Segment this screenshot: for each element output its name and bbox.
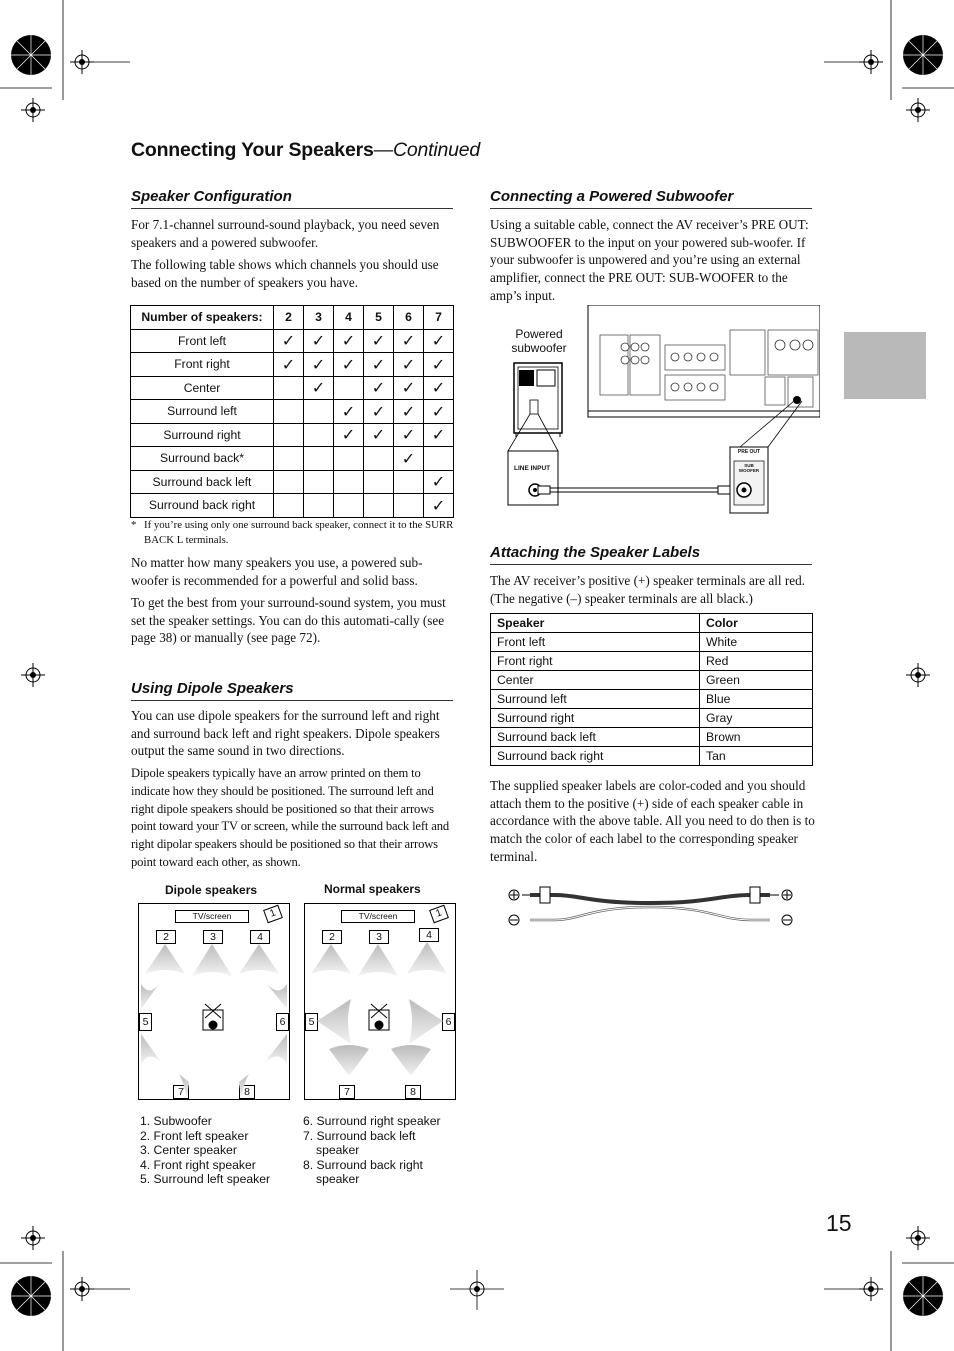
check-cell — [334, 376, 364, 400]
legend-item: 5. Surround left speaker — [140, 1172, 271, 1186]
normal-diagram — [304, 903, 456, 1100]
legend-item: 8. Surround back right — [303, 1157, 423, 1172]
table-header-row — [131, 306, 454, 330]
speaker-number: 2 — [156, 930, 176, 944]
row-label: Surround left — [131, 400, 274, 424]
speaker-config-heading: Speaker Configuration — [131, 188, 453, 209]
table-header-cell: 3 — [304, 306, 334, 330]
subwoofer-diagram — [490, 305, 820, 520]
check-cell: ✓ — [424, 470, 454, 494]
speaker-number: 3 — [203, 930, 223, 944]
table-row — [131, 353, 454, 377]
row-label: Surround back* — [131, 447, 274, 471]
table-row — [491, 747, 813, 766]
row-label: Front right — [131, 353, 274, 377]
speaker-number: 3 — [369, 930, 389, 944]
speaker-cell: Center — [491, 671, 700, 690]
speaker-cell: Surround back left — [491, 728, 700, 747]
check-cell — [394, 470, 424, 494]
check-cell: ✓ — [394, 423, 424, 447]
check-cell: ✓ — [424, 423, 454, 447]
dipole-p2: Dipole speakers typically have an arrow printed on them to indicate how they should be positioned. The surround left and right dipole speakers should be positioned so that their arrows point toward your TV or screen, while the surround back left and right dipolar speakers should be positioned so that their arrows point toward each other, as shown. — [131, 766, 449, 869]
speaker-cell: Front right — [491, 652, 700, 671]
table-header-cell: Color — [700, 614, 813, 633]
dipole-p1: You can use dipole speakers for the surround left and right and surround back left and right speakers. Dipole speakers output the same sound in two directions. — [131, 708, 440, 759]
table-row — [131, 329, 454, 353]
table-row — [491, 709, 813, 728]
table-row — [131, 470, 454, 494]
page-title — [131, 139, 480, 162]
check-cell: ✓ — [424, 494, 454, 518]
page-title-continued: —Continued — [373, 139, 481, 161]
check-cell: ✓ — [394, 400, 424, 424]
color-cell: Green — [700, 671, 813, 690]
color-cell: Blue — [700, 690, 813, 709]
check-cell — [364, 470, 394, 494]
woofer-label: WOOFER — [738, 468, 760, 473]
check-cell — [364, 447, 394, 471]
check-cell: ✓ — [364, 353, 394, 377]
table-row — [131, 400, 454, 424]
speaker-color-table — [490, 613, 813, 766]
table-header-cell: Number of speakers: — [131, 306, 274, 330]
speaker-number: 4 — [419, 928, 439, 942]
speaker-number: 5 — [305, 1013, 318, 1031]
check-cell — [334, 470, 364, 494]
check-cell: ✓ — [364, 400, 394, 424]
check-cell — [304, 494, 334, 518]
sub-woofer-label — [732, 463, 766, 473]
legend-item: 3. Center speaker — [140, 1143, 237, 1157]
legend-item: 7. Surround back left — [303, 1128, 416, 1143]
table-row — [491, 671, 813, 690]
row-label: Surround back left — [131, 470, 274, 494]
check-cell: ✓ — [424, 353, 454, 377]
table-header-row — [491, 614, 813, 633]
speaker-config-p3: No matter how many speakers you use, a powered sub-woofer is recommended for a powerful and solid bass. — [131, 555, 423, 588]
check-cell: ✓ — [304, 353, 334, 377]
speaker-number: 6 — [442, 1013, 455, 1031]
subwoofer-p1: Using a suitable cable, connect the AV receiver’s PRE OUT: SUBWOOFER to the input on your powered sub-woofer. If your subwoofer is unpowered and you’re using an external amplifier, connect the PRE OUT: SUB-WOOFER to the amp’s input. — [490, 217, 809, 303]
dipole-diagram-title: Dipole speakers — [165, 883, 258, 897]
check-cell: ✓ — [274, 329, 304, 353]
table-row — [491, 728, 813, 747]
powered-label-line1: Powered — [515, 327, 563, 341]
check-cell: ✓ — [364, 423, 394, 447]
chapter-tab — [844, 332, 926, 399]
dipole-heading: Using Dipole Speakers — [131, 680, 453, 701]
check-cell: ✓ — [394, 353, 424, 377]
speaker-cell: Surround left — [491, 690, 700, 709]
speaker-cell: Surround back right — [491, 747, 700, 766]
legend-item: speaker — [316, 1172, 360, 1186]
check-cell: ✓ — [334, 329, 364, 353]
check-cell — [304, 423, 334, 447]
speaker-number: 8 — [239, 1085, 255, 1099]
table-row — [491, 652, 813, 671]
check-cell — [304, 447, 334, 471]
subwoofer-heading: Connecting a Powered Subwoofer — [490, 188, 812, 209]
speaker-number: 2 — [322, 930, 342, 944]
legend-left — [140, 1114, 300, 1187]
table-header-cell: 6 — [394, 306, 424, 330]
check-cell — [274, 470, 304, 494]
table-header-cell: Speaker — [491, 614, 700, 633]
sub-label: SUB — [744, 463, 754, 468]
check-cell: ✓ — [334, 400, 364, 424]
normal-diagram-title: Normal speakers — [324, 882, 421, 896]
speaker-config-p2: The following table shows which channels you should use based on the number of speakers you have. — [131, 257, 439, 290]
labels-heading: Attaching the Speaker Labels — [490, 544, 812, 565]
row-label: Surround back right — [131, 494, 274, 518]
speaker-number: 7 — [173, 1085, 189, 1099]
check-cell — [274, 494, 304, 518]
check-cell: ✓ — [424, 400, 454, 424]
check-cell — [424, 447, 454, 471]
check-cell — [274, 447, 304, 471]
check-cell: ✓ — [334, 423, 364, 447]
speaker-number: 5 — [139, 1013, 152, 1031]
row-label: Front left — [131, 329, 274, 353]
speaker-number: 1 — [429, 905, 449, 924]
page-number: 15 — [826, 1210, 852, 1236]
speaker-number: 6 — [276, 1013, 289, 1031]
normal-speaker-cones — [305, 904, 455, 1099]
speaker-number: 7 — [339, 1085, 355, 1099]
check-cell: ✓ — [424, 329, 454, 353]
labels-p1: The AV receiver’s positive (+) speaker terminals are all red. (The negative (–) speaker terminals are all black.) — [490, 573, 806, 606]
speaker-cable-illustration — [500, 875, 800, 930]
page-title-text: Connecting Your Speakers — [131, 139, 374, 161]
speaker-config-table — [130, 305, 454, 518]
footnote-mark: * — [131, 519, 137, 531]
check-cell — [364, 494, 394, 518]
table-header-cell: 7 — [424, 306, 454, 330]
speaker-config-p4: To get the best from your surround-sound system, you must set the speaker settings. You can do this automati-cally (see page 38) or manually (see page 72). — [131, 595, 446, 646]
color-cell: White — [700, 633, 813, 652]
subwoofer-connection-art — [490, 305, 820, 520]
dipole-diagram — [138, 903, 290, 1100]
table-header-cell: 5 — [364, 306, 394, 330]
speaker-number: 1 — [263, 905, 283, 924]
table-row — [131, 423, 454, 447]
check-cell: ✓ — [364, 376, 394, 400]
speaker-cell: Surround right — [491, 709, 700, 728]
legend-item: 6. Surround right speaker — [303, 1114, 441, 1128]
legend-right — [303, 1114, 463, 1187]
speaker-number: 8 — [405, 1085, 421, 1099]
legend-item: 1. Subwoofer — [140, 1114, 212, 1128]
table-row — [131, 494, 454, 518]
legend-item: 4. Front right speaker — [140, 1157, 256, 1172]
color-cell: Brown — [700, 728, 813, 747]
pre-out-label: PRE OUT — [737, 449, 761, 455]
color-cell: Red — [700, 652, 813, 671]
check-cell: ✓ — [304, 329, 334, 353]
speaker-config-p1: For 7.1-channel surround-sound playback, you need seven speakers and a powered subwoofer. — [131, 217, 440, 250]
check-cell — [334, 447, 364, 471]
dipole-speaker-cones — [139, 904, 289, 1099]
table-row — [491, 690, 813, 709]
tv-screen-label: TV/screen — [175, 910, 249, 923]
check-cell — [304, 400, 334, 424]
row-label: Surround right — [131, 423, 274, 447]
speaker-number: 4 — [250, 930, 270, 944]
check-cell: ✓ — [274, 353, 304, 377]
row-label: Center — [131, 376, 274, 400]
color-cell: Tan — [700, 747, 813, 766]
table-row — [131, 447, 454, 471]
table-row — [131, 376, 454, 400]
check-cell — [274, 423, 304, 447]
check-cell — [304, 470, 334, 494]
table-header-cell: 2 — [274, 306, 304, 330]
check-cell — [274, 400, 304, 424]
table-row — [491, 633, 813, 652]
check-cell — [334, 494, 364, 518]
labels-p2: The supplied speaker labels are color-coded and you should attach them to the positive (+) side of each speaker cable in accordance with the above table. All you need to do then is to match the color of each label to the corresponding speaker terminal. — [490, 778, 815, 864]
check-cell — [274, 376, 304, 400]
check-cell: ✓ — [424, 376, 454, 400]
tv-screen-label: TV/screen — [341, 910, 415, 923]
footnote: If you’re using only one surround back speaker, connect it to the SURR BACK L terminals. — [144, 519, 454, 546]
line-input-label: LINE INPUT — [514, 465, 551, 472]
check-cell: ✓ — [394, 376, 424, 400]
check-cell — [394, 494, 424, 518]
legend-item: 2. Front left speaker — [140, 1128, 249, 1143]
check-cell: ✓ — [364, 329, 394, 353]
check-cell: ✓ — [304, 376, 334, 400]
check-cell: ✓ — [334, 353, 364, 377]
check-cell: ✓ — [394, 447, 424, 471]
legend-item: speaker — [316, 1143, 360, 1157]
powered-label-line2: subwoofer — [511, 341, 567, 355]
table-header-cell: 4 — [334, 306, 364, 330]
speaker-cell: Front left — [491, 633, 700, 652]
check-cell: ✓ — [394, 329, 424, 353]
color-cell: Gray — [700, 709, 813, 728]
